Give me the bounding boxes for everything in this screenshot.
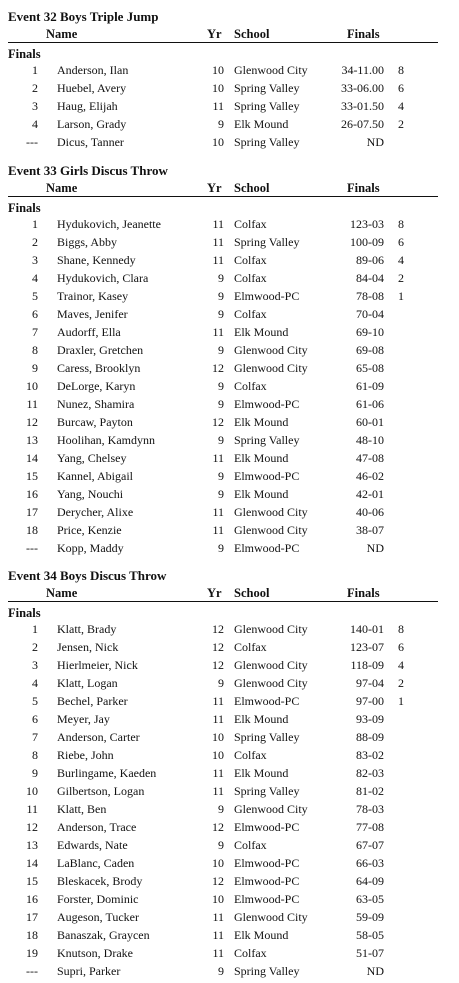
year-cell: 9 <box>218 838 224 852</box>
school-cell: Spring Valley <box>234 235 300 249</box>
athlete-name: Augeson, Tucker <box>57 910 140 924</box>
place-cell: 14 <box>26 451 38 465</box>
year-cell: 9 <box>218 676 224 690</box>
year-cell: 12 <box>212 415 224 429</box>
result-row <box>0 856 459 874</box>
place-cell: 11 <box>26 397 38 411</box>
athlete-name: Price, Kenzie <box>57 523 122 537</box>
school-cell: Colfax <box>234 271 267 285</box>
athlete-name: Derycher, Alixe <box>57 505 134 519</box>
result-row <box>0 253 459 271</box>
mark-cell: 100-09 <box>350 235 384 249</box>
school-cell: Glenwood City <box>234 802 308 816</box>
result-row <box>0 541 459 559</box>
mark-cell: ND <box>366 964 384 978</box>
mark-cell: 26-07.50 <box>341 117 384 131</box>
place-cell: 10 <box>26 379 38 393</box>
athlete-name: Biggs, Abby <box>57 235 118 249</box>
place-cell: 6 <box>32 712 38 726</box>
year-cell: 9 <box>218 379 224 393</box>
year-cell: 12 <box>212 361 224 375</box>
result-row <box>0 487 459 505</box>
result-row <box>0 217 459 235</box>
school-cell: Elk Mound <box>234 415 289 429</box>
place-cell: 1 <box>32 217 38 231</box>
year-cell: 11 <box>212 253 224 267</box>
place-cell: 15 <box>26 469 38 483</box>
mark-cell: 59-09 <box>356 910 384 924</box>
place-cell: 13 <box>26 838 38 852</box>
result-row <box>0 343 459 361</box>
result-row <box>0 874 459 892</box>
result-row <box>0 117 459 135</box>
column-header-yr: Yr <box>207 181 222 195</box>
points-cell: 8 <box>398 622 404 636</box>
result-row <box>0 235 459 253</box>
place-cell: 3 <box>32 658 38 672</box>
mark-cell: 33-01.50 <box>341 99 384 113</box>
result-row <box>0 433 459 451</box>
athlete-name: Huebel, Avery <box>57 81 127 95</box>
result-row <box>0 838 459 856</box>
school-cell: Elk Mound <box>234 712 289 726</box>
round-label: Finals <box>8 201 41 215</box>
result-row <box>0 451 459 469</box>
place-cell: 2 <box>32 81 38 95</box>
school-cell: Colfax <box>234 640 267 654</box>
header-rule <box>8 601 438 602</box>
year-cell: 12 <box>212 640 224 654</box>
points-cell: 8 <box>398 217 404 231</box>
points-cell: 2 <box>398 271 404 285</box>
mark-cell: 46-02 <box>356 469 384 483</box>
athlete-name: Hierlmeier, Nick <box>57 658 138 672</box>
school-cell: Elmwood-PC <box>234 469 300 483</box>
place-cell: 9 <box>32 766 38 780</box>
column-header-name: Name <box>46 27 78 41</box>
result-row <box>0 99 459 117</box>
points-cell: 8 <box>398 63 404 77</box>
athlete-name: Caress, Brooklyn <box>57 361 141 375</box>
result-row <box>0 676 459 694</box>
result-row <box>0 694 459 712</box>
mark-cell: 123-03 <box>350 217 384 231</box>
mark-cell: 33-06.00 <box>341 81 384 95</box>
column-header-school: School <box>234 27 270 41</box>
mark-cell: 61-09 <box>356 379 384 393</box>
year-cell: 9 <box>218 487 224 501</box>
school-cell: Elmwood-PC <box>234 892 300 906</box>
year-cell: 9 <box>218 802 224 816</box>
athlete-name: Maves, Jenifer <box>57 307 128 321</box>
school-cell: Spring Valley <box>234 433 300 447</box>
year-cell: 10 <box>212 730 224 744</box>
year-cell: 12 <box>212 820 224 834</box>
athlete-name: Burcaw, Payton <box>57 415 133 429</box>
place-cell: 3 <box>32 253 38 267</box>
result-row <box>0 307 459 325</box>
result-row <box>0 622 459 640</box>
school-cell: Glenwood City <box>234 622 308 636</box>
result-row <box>0 505 459 523</box>
column-header-school: School <box>234 181 270 195</box>
result-row <box>0 784 459 802</box>
year-cell: 10 <box>212 856 224 870</box>
points-cell: 6 <box>398 640 404 654</box>
mark-cell: 82-03 <box>356 766 384 780</box>
year-cell: 9 <box>218 397 224 411</box>
place-cell: 14 <box>26 856 38 870</box>
points-cell: 1 <box>398 694 404 708</box>
athlete-name: Dicus, Tanner <box>57 135 124 149</box>
result-row <box>0 397 459 415</box>
points-cell: 6 <box>398 235 404 249</box>
school-cell: Elmwood-PC <box>234 820 300 834</box>
athlete-name: Bechel, Parker <box>57 694 128 708</box>
athlete-name: Bleskacek, Brody <box>57 874 143 888</box>
place-cell: 5 <box>32 694 38 708</box>
school-cell: Elk Mound <box>234 451 289 465</box>
place-cell: 13 <box>26 433 38 447</box>
result-row <box>0 523 459 541</box>
place-cell: 12 <box>26 415 38 429</box>
points-cell: 6 <box>398 81 404 95</box>
place-cell: 1 <box>32 622 38 636</box>
place-cell: 2 <box>32 640 38 654</box>
mark-cell: 88-09 <box>356 730 384 744</box>
school-cell: Colfax <box>234 838 267 852</box>
school-cell: Glenwood City <box>234 505 308 519</box>
place-cell: 5 <box>32 289 38 303</box>
year-cell: 11 <box>212 505 224 519</box>
year-cell: 11 <box>212 766 224 780</box>
year-cell: 11 <box>212 928 224 942</box>
athlete-name: Anderson, Trace <box>57 820 137 834</box>
athlete-name: Gilbertson, Logan <box>57 784 145 798</box>
mark-cell: 66-03 <box>356 856 384 870</box>
athlete-name: Kopp, Maddy <box>57 541 124 555</box>
mark-cell: ND <box>366 135 384 149</box>
place-cell: 4 <box>32 117 38 131</box>
school-cell: Colfax <box>234 217 267 231</box>
mark-cell: 140-01 <box>350 622 384 636</box>
result-row <box>0 928 459 946</box>
year-cell: 10 <box>212 135 224 149</box>
year-cell: 11 <box>212 325 224 339</box>
place-cell: 4 <box>32 271 38 285</box>
year-cell: 11 <box>212 910 224 924</box>
result-row <box>0 712 459 730</box>
result-row <box>0 802 459 820</box>
year-cell: 10 <box>212 748 224 762</box>
place-cell: --- <box>26 541 38 555</box>
column-header-name: Name <box>46 586 78 600</box>
year-cell: 11 <box>212 694 224 708</box>
school-cell: Colfax <box>234 748 267 762</box>
result-row <box>0 289 459 307</box>
mark-cell: 63-05 <box>356 892 384 906</box>
event-title: Event 33 Girls Discus Throw <box>8 163 168 178</box>
column-header-yr: Yr <box>207 586 222 600</box>
athlete-name: Hoolihan, Kamdynn <box>57 433 155 447</box>
result-row <box>0 946 459 964</box>
result-row <box>0 640 459 658</box>
athlete-name: Banaszak, Graycen <box>57 928 150 942</box>
year-cell: 9 <box>218 289 224 303</box>
athlete-name: Riebe, John <box>57 748 114 762</box>
athlete-name: Edwards, Nate <box>57 838 128 852</box>
mark-cell: ND <box>366 541 384 555</box>
mark-cell: 78-03 <box>356 802 384 816</box>
school-cell: Glenwood City <box>234 343 308 357</box>
result-row <box>0 820 459 838</box>
school-cell: Elk Mound <box>234 928 289 942</box>
result-row <box>0 910 459 928</box>
header-rule <box>8 42 438 43</box>
column-header-finals: Finals <box>347 586 380 600</box>
school-cell: Glenwood City <box>234 910 308 924</box>
place-cell: 16 <box>26 487 38 501</box>
athlete-name: Nunez, Shamira <box>57 397 135 411</box>
result-row <box>0 730 459 748</box>
points-cell: 2 <box>398 676 404 690</box>
result-row <box>0 325 459 343</box>
year-cell: 11 <box>212 712 224 726</box>
mark-cell: 77-08 <box>356 820 384 834</box>
school-cell: Glenwood City <box>234 676 308 690</box>
athlete-name: Klatt, Logan <box>57 676 118 690</box>
mark-cell: 58-05 <box>356 928 384 942</box>
column-header-finals: Finals <box>347 27 380 41</box>
mark-cell: 69-10 <box>356 325 384 339</box>
athlete-name: Yang, Nouchi <box>57 487 124 501</box>
mark-cell: 93-09 <box>356 712 384 726</box>
school-cell: Elmwood-PC <box>234 856 300 870</box>
place-cell: 9 <box>32 361 38 375</box>
result-row <box>0 81 459 99</box>
mark-cell: 69-08 <box>356 343 384 357</box>
place-cell: 2 <box>32 235 38 249</box>
year-cell: 10 <box>212 81 224 95</box>
mark-cell: 70-04 <box>356 307 384 321</box>
place-cell: 16 <box>26 892 38 906</box>
result-row <box>0 415 459 433</box>
mark-cell: 123-07 <box>350 640 384 654</box>
mark-cell: 64-09 <box>356 874 384 888</box>
year-cell: 10 <box>212 63 224 77</box>
athlete-name: Trainor, Kasey <box>57 289 129 303</box>
year-cell: 9 <box>218 271 224 285</box>
athlete-name: Burlingame, Kaeden <box>57 766 157 780</box>
mark-cell: 84-04 <box>356 271 384 285</box>
mark-cell: 40-06 <box>356 505 384 519</box>
year-cell: 11 <box>212 523 224 537</box>
header-rule <box>8 196 438 197</box>
athlete-name: Haug, Elijah <box>57 99 118 113</box>
place-cell: --- <box>26 135 38 149</box>
mark-cell: 61-06 <box>356 397 384 411</box>
result-row <box>0 361 459 379</box>
year-cell: 10 <box>212 892 224 906</box>
year-cell: 11 <box>212 217 224 231</box>
athlete-name: Knutson, Drake <box>57 946 133 960</box>
school-cell: Spring Valley <box>234 730 300 744</box>
place-cell: 10 <box>26 784 38 798</box>
school-cell: Glenwood City <box>234 658 308 672</box>
school-cell: Elmwood-PC <box>234 694 300 708</box>
year-cell: 9 <box>218 307 224 321</box>
result-row <box>0 271 459 289</box>
year-cell: 11 <box>212 451 224 465</box>
athlete-name: Klatt, Brady <box>57 622 117 636</box>
result-row <box>0 766 459 784</box>
athlete-name: Supri, Parker <box>57 964 121 978</box>
place-cell: 17 <box>26 505 38 519</box>
points-cell: 2 <box>398 117 404 131</box>
mark-cell: 78-08 <box>356 289 384 303</box>
place-cell: 4 <box>32 676 38 690</box>
column-header-name: Name <box>46 181 78 195</box>
mark-cell: 51-07 <box>356 946 384 960</box>
school-cell: Glenwood City <box>234 361 308 375</box>
points-cell: 4 <box>398 253 404 267</box>
event-title: Event 32 Boys Triple Jump <box>8 9 159 24</box>
mark-cell: 118-09 <box>350 658 384 672</box>
school-cell: Elk Mound <box>234 117 289 131</box>
result-row <box>0 135 459 153</box>
column-header-yr: Yr <box>207 27 222 41</box>
year-cell: 9 <box>218 964 224 978</box>
result-row <box>0 892 459 910</box>
school-cell: Spring Valley <box>234 784 300 798</box>
school-cell: Glenwood City <box>234 523 308 537</box>
place-cell: 7 <box>32 325 38 339</box>
school-cell: Elk Mound <box>234 766 289 780</box>
round-label: Finals <box>8 606 41 620</box>
school-cell: Spring Valley <box>234 964 300 978</box>
school-cell: Elmwood-PC <box>234 541 300 555</box>
year-cell: 12 <box>212 874 224 888</box>
place-cell: 18 <box>26 523 38 537</box>
athlete-name: Anderson, Carter <box>57 730 140 744</box>
school-cell: Elmwood-PC <box>234 289 300 303</box>
mark-cell: 48-10 <box>356 433 384 447</box>
points-cell: 4 <box>398 658 404 672</box>
year-cell: 12 <box>212 658 224 672</box>
school-cell: Elmwood-PC <box>234 874 300 888</box>
year-cell: 9 <box>218 343 224 357</box>
school-cell: Colfax <box>234 946 267 960</box>
school-cell: Elk Mound <box>234 487 289 501</box>
year-cell: 11 <box>212 99 224 113</box>
result-row <box>0 469 459 487</box>
year-cell: 9 <box>218 433 224 447</box>
school-cell: Spring Valley <box>234 99 300 113</box>
result-row <box>0 748 459 766</box>
place-cell: 8 <box>32 343 38 357</box>
athlete-name: Shane, Kennedy <box>57 253 136 267</box>
athlete-name: Yang, Chelsey <box>57 451 127 465</box>
school-cell: Elk Mound <box>234 325 289 339</box>
athlete-name: Anderson, Ilan <box>57 63 129 77</box>
mark-cell: 42-01 <box>356 487 384 501</box>
athlete-name: DeLorge, Karyn <box>57 379 136 393</box>
place-cell: 12 <box>26 820 38 834</box>
event-title: Event 34 Boys Discus Throw <box>8 568 167 583</box>
column-header-school: School <box>234 586 270 600</box>
mark-cell: 47-08 <box>356 451 384 465</box>
mark-cell: 67-07 <box>356 838 384 852</box>
mark-cell: 97-04 <box>356 676 384 690</box>
athlete-name: Hydukovich, Jeanette <box>57 217 161 231</box>
year-cell: 9 <box>218 541 224 555</box>
athlete-name: Forster, Dominic <box>57 892 139 906</box>
mark-cell: 81-02 <box>356 784 384 798</box>
mark-cell: 97-00 <box>356 694 384 708</box>
place-cell: 7 <box>32 730 38 744</box>
year-cell: 11 <box>212 784 224 798</box>
place-cell: 19 <box>26 946 38 960</box>
school-cell: Spring Valley <box>234 81 300 95</box>
place-cell: 1 <box>32 63 38 77</box>
athlete-name: Hydukovich, Clara <box>57 271 149 285</box>
mark-cell: 89-06 <box>356 253 384 267</box>
school-cell: Colfax <box>234 307 267 321</box>
athlete-name: Kannel, Abigail <box>57 469 133 483</box>
athlete-name: Draxler, Gretchen <box>57 343 144 357</box>
school-cell: Spring Valley <box>234 135 300 149</box>
result-row <box>0 379 459 397</box>
place-cell: 17 <box>26 910 38 924</box>
mark-cell: 38-07 <box>356 523 384 537</box>
column-header-finals: Finals <box>347 181 380 195</box>
place-cell: 8 <box>32 748 38 762</box>
school-cell: Glenwood City <box>234 63 308 77</box>
year-cell: 11 <box>212 946 224 960</box>
round-label: Finals <box>8 47 41 61</box>
place-cell: --- <box>26 964 38 978</box>
athlete-name: Jensen, Nick <box>57 640 119 654</box>
mark-cell: 83-02 <box>356 748 384 762</box>
year-cell: 9 <box>218 469 224 483</box>
place-cell: 6 <box>32 307 38 321</box>
school-cell: Elmwood-PC <box>234 397 300 411</box>
athlete-name: Meyer, Jay <box>57 712 110 726</box>
year-cell: 9 <box>218 117 224 131</box>
athlete-name: LaBlanc, Caden <box>57 856 135 870</box>
athlete-name: Klatt, Ben <box>57 802 107 816</box>
result-row <box>0 63 459 81</box>
school-cell: Colfax <box>234 379 267 393</box>
points-cell: 4 <box>398 99 404 113</box>
place-cell: 15 <box>26 874 38 888</box>
mark-cell: 65-08 <box>356 361 384 375</box>
place-cell: 11 <box>26 802 38 816</box>
athlete-name: Larson, Grady <box>57 117 127 131</box>
mark-cell: 60-01 <box>356 415 384 429</box>
points-cell: 1 <box>398 289 404 303</box>
place-cell: 3 <box>32 99 38 113</box>
place-cell: 18 <box>26 928 38 942</box>
result-row <box>0 658 459 676</box>
result-row <box>0 964 459 982</box>
school-cell: Colfax <box>234 253 267 267</box>
athlete-name: Audorff, Ella <box>57 325 121 339</box>
mark-cell: 34-11.00 <box>341 63 384 77</box>
year-cell: 12 <box>212 622 224 636</box>
year-cell: 11 <box>212 235 224 249</box>
